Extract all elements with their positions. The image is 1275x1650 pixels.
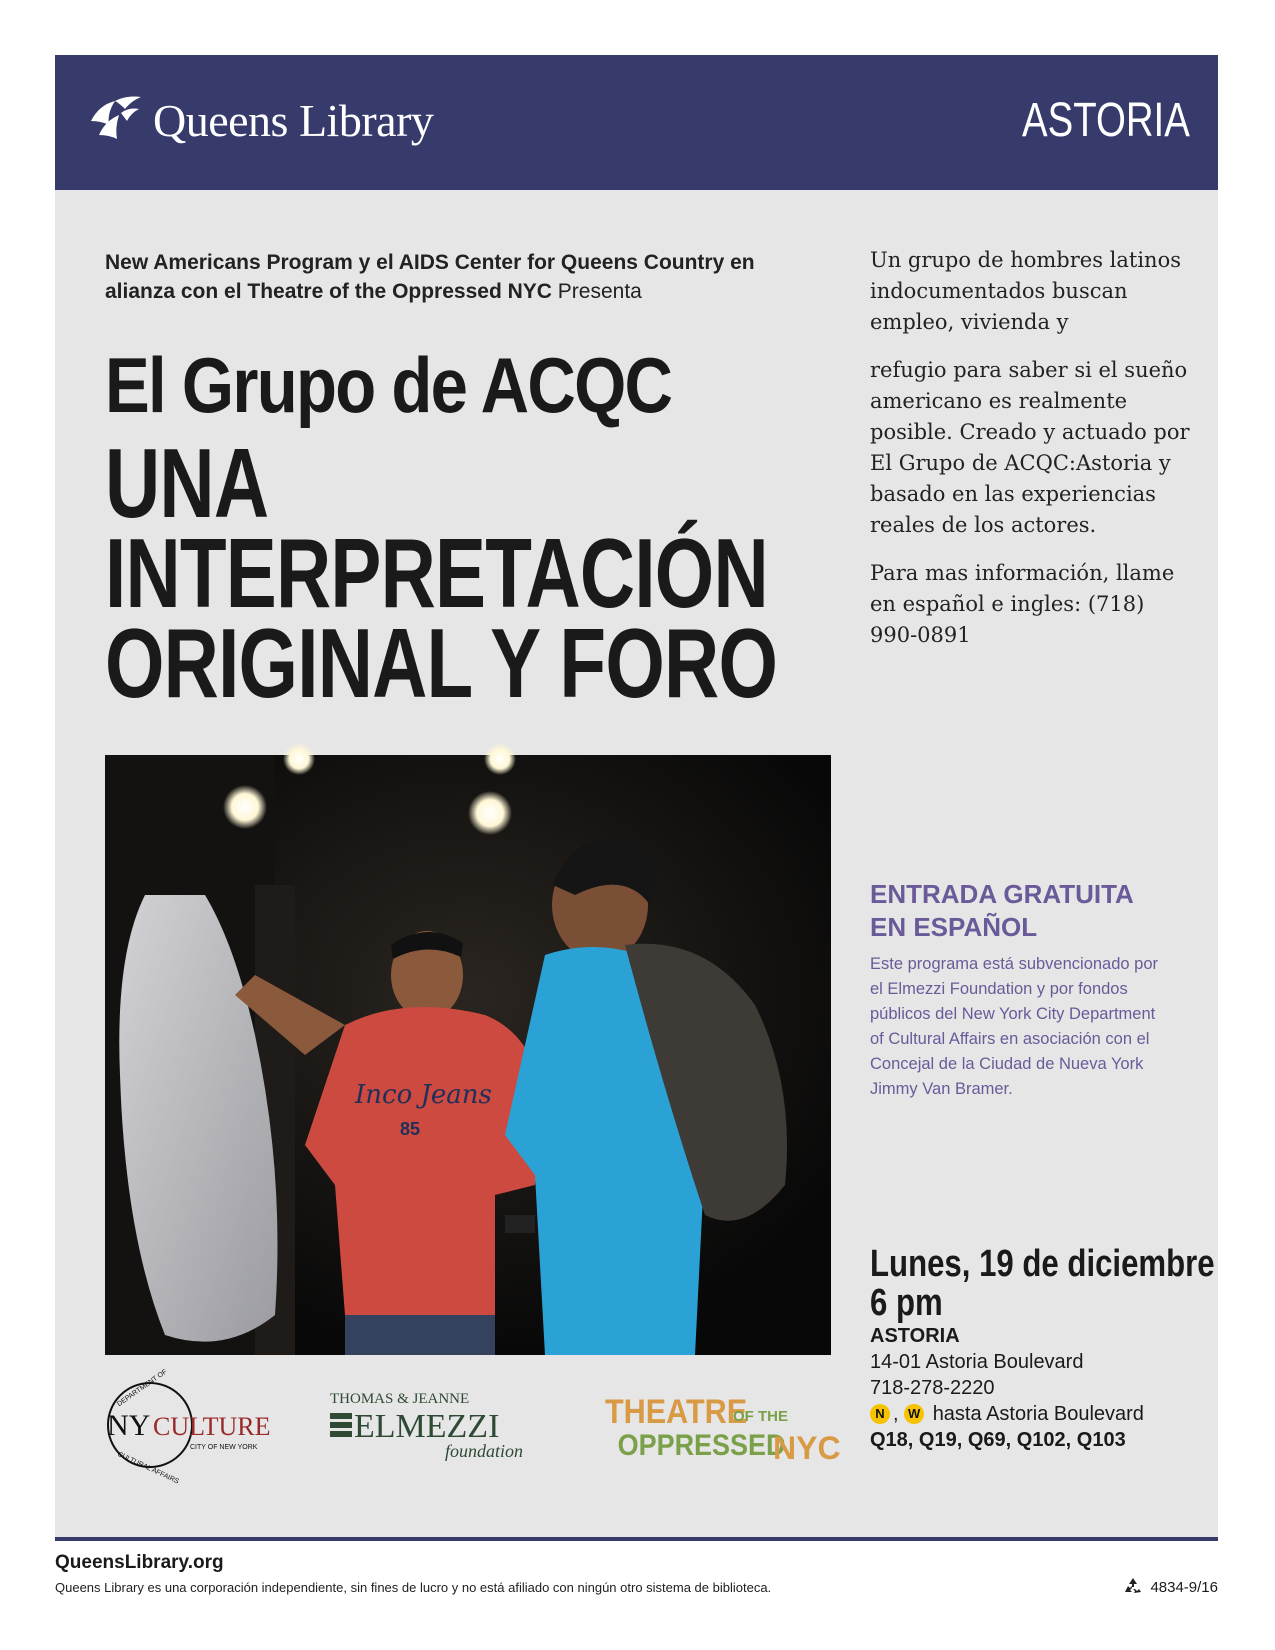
event-photo: [105, 755, 831, 1355]
description-paragraph-2: refugio para saber si el sueño americano es realmente posible. Creado y actuado por El Grupo de ACQC:Astoria y basado en las experiencias reales de los actores.: [870, 358, 1190, 537]
subway-text: hasta Astoria Boulevard: [932, 1403, 1144, 1425]
svg-text:NYC: NYC: [773, 1430, 841, 1466]
event-time: 6 pm: [870, 1282, 943, 1324]
book-wing-icon: [85, 91, 143, 149]
svg-text:Inco Jeans: Inco Jeans: [355, 1080, 492, 1110]
svg-text:DEPARTMENT OF: DEPARTMENT OF: [116, 1368, 169, 1409]
svg-text:foundation: foundation: [445, 1441, 524, 1461]
svg-text:NY: NY: [107, 1409, 151, 1442]
event-main-title: [105, 428, 807, 718]
sponsor-logos: [105, 1368, 841, 1486]
branch-name: ASTORIA: [1022, 94, 1190, 147]
subway-w-icon: W: [904, 1404, 924, 1424]
svg-text:OF THE: OF THE: [733, 1408, 788, 1425]
event-description: [870, 245, 1190, 668]
subway-n-icon: N: [870, 1404, 890, 1424]
title-line-3: ORIGINAL Y FORO: [105, 608, 778, 718]
actors-photo-illustration: [105, 755, 831, 1355]
free-entry-heading: [870, 878, 1200, 944]
description-paragraph-1: Un grupo de hombres latinos indocumentados buscan empleo, vivienda y: [870, 248, 1181, 334]
svg-text:THEATRE: THEATRE: [605, 1392, 748, 1431]
svg-text:CULTURAL AFFAIRS: CULTURAL AFFAIRS: [116, 1450, 180, 1486]
event-address: 14-01 Astoria Boulevard: [870, 1351, 1084, 1373]
intro-partners: New Americans Program y el AIDS Center for Queens Country en alianza con el Theatre of the Oppressed NYC: [105, 251, 755, 303]
nyculture-logo[interactable]: [105, 1368, 305, 1486]
intro-text: [105, 248, 785, 306]
logo-text: Queens Library: [153, 94, 434, 146]
svg-text:CITY OF NEW YORK: CITY OF NEW YORK: [190, 1444, 258, 1451]
content-panel: [55, 190, 1218, 1537]
theatre-of-the-oppressed-logo[interactable]: [605, 1385, 841, 1470]
recycle-icon: [1122, 1576, 1144, 1598]
elmezzi-foundation-logo[interactable]: [330, 1385, 560, 1470]
svg-text:85: 85: [400, 1119, 421, 1139]
queens-library-logo[interactable]: [85, 85, 433, 155]
svg-text:OPPRESSED: OPPRESSED: [617, 1428, 786, 1463]
bus-lines: Q18, Q19, Q69, Q102, Q103: [870, 1429, 1126, 1451]
description-paragraph-3: Para mas información, llame en español e ingles: (718) 990-0891: [870, 561, 1175, 647]
footer-rule: [55, 1537, 1218, 1541]
footer-website-link[interactable]: QueensLibrary.org: [55, 1552, 224, 1573]
event-details: [870, 1243, 1215, 1453]
intro-presents: Presenta: [551, 280, 642, 303]
event-branch: ASTORIA: [870, 1325, 960, 1347]
header-bar: [55, 55, 1218, 190]
event-date: Lunes, 19 de diciembre: [870, 1243, 1215, 1285]
event-phone[interactable]: 718-278-2220: [870, 1377, 995, 1399]
title-line-1: UNA: [105, 428, 269, 538]
svg-text:CULTURE: CULTURE: [153, 1412, 271, 1441]
event-group-title: El Grupo de ACQC: [105, 341, 672, 429]
footer-disclaimer: Queens Library es una corporación independiente, sin fines de lucro y no está afiliado con ningún otro sistema de biblioteca.: [55, 1580, 772, 1595]
subway-directions: N , W hasta Astoria Boulevard: [870, 1401, 1144, 1427]
sponsor-note: Este programa está subvencionado por el Elmezzi Foundation y por fondos públicos del New York City Department of Cultural Affairs en asociación con el Concejal de la Ciudad de Nueva York Jimmy Van Bramer.: [870, 955, 1159, 1098]
svg-text:ELMEZZI: ELMEZZI: [354, 1408, 500, 1445]
footer-code-text: 4834-9/16: [1150, 1578, 1218, 1596]
title-line-2: INTERPRETACIÓN: [105, 518, 768, 628]
free-entry-line-2: EN ESPAÑOL: [870, 912, 1038, 942]
free-entry-line-1: ENTRADA GRATUITA: [870, 879, 1134, 909]
svg-text:THOMAS & JEANNE: THOMAS & JEANNE: [330, 1391, 470, 1407]
footer-code: [1122, 1576, 1218, 1598]
